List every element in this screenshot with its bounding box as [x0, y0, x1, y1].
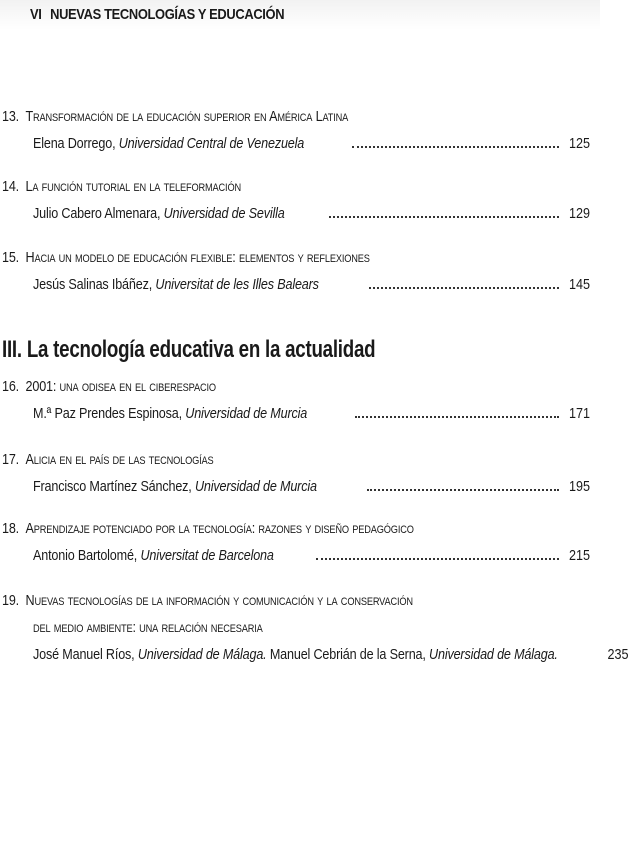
header-title-line: [30, 6, 284, 23]
toc-entry-author: Elena Dorrego,: [33, 135, 119, 152]
toc-entry-author-line: [33, 405, 590, 422]
toc-entry-author: Antonio Bartolomé,: [33, 547, 141, 564]
toc-entry-page: 235: [607, 646, 628, 663]
toc-entry-title-continuation: del medio ambiente: una relación necesaria: [33, 619, 263, 636]
toc-entry-page: 195: [568, 478, 590, 495]
leader-dots: [369, 286, 559, 289]
toc-entry-author: Francisco Martínez Sánchez,: [33, 478, 195, 495]
toc-entry-affiliation: Universidad de Murcia: [194, 478, 317, 495]
toc-entry-author-line: [33, 646, 628, 663]
section-heading: III. La tecnología educativa en la actualidad: [2, 336, 376, 363]
toc-entry-title: 14. La función tutorial en la teleformación: [2, 178, 241, 195]
toc-entry-page: 125: [568, 135, 590, 152]
toc-entry-title: 17. Alicia en el país de las tecnologías: [2, 451, 214, 468]
toc-entry-page: 129: [568, 205, 590, 222]
toc-entry-title: 19. Nuevas tecnologías de la información y comunicación y la conservación: [2, 592, 413, 609]
toc-entry-affiliation: Universidad de Sevilla: [163, 205, 285, 222]
toc-entry-author-line: [33, 205, 590, 222]
running-header: [0, 0, 600, 30]
toc-entry-title: 18. Aprendizaje potenciado por la tecnología: razones y diseño pedagógico: [2, 520, 414, 537]
toc-entry-page: 171: [568, 405, 590, 422]
leader-dots: [367, 488, 559, 491]
toc-entry-affiliation: Universitat de Barcelona: [140, 547, 274, 564]
toc-entry-author-line: [33, 135, 590, 152]
leader-dots: [352, 145, 559, 148]
toc-entry-title: 15. Hacia un modelo de educación flexible: elementos y reflexiones: [2, 249, 370, 266]
leader-dots: [316, 557, 559, 560]
toc-entry-author-2: Manuel Cebrián de la Serna,: [266, 646, 430, 663]
header-book-title: NUEVAS TECNOLOGÍAS Y EDUCACIÓN: [50, 6, 285, 23]
toc-entry-author-line: [33, 547, 590, 564]
leader-dots: [329, 215, 559, 218]
header-page-number: VI: [30, 6, 42, 23]
toc-entry-author-line: [33, 276, 590, 293]
toc-entry-affiliation: Universidad Central de Venezuela: [118, 135, 305, 152]
toc-entry-author: José Manuel Ríos,: [33, 646, 138, 663]
toc-entry-title: 16. 2001: una odisea en el ciberespacio: [2, 378, 216, 395]
leader-dots: [355, 415, 559, 418]
toc-entry-affiliation-2: Universidad de Málaga.: [429, 646, 558, 663]
toc-entry-affiliation: Universidad de Murcia: [185, 405, 308, 422]
toc-entry-author: Julio Cabero Almenara,: [33, 205, 164, 222]
toc-entry-affiliation: Universidad de Málaga.: [137, 646, 267, 663]
toc-entry-author: Jesús Salinas Ibáñez,: [33, 276, 156, 293]
toc-entry-author: M.ª Paz Prendes Espinosa,: [33, 405, 186, 422]
toc-entry-title: 13. Transformación de la educación superior en América Latina: [2, 108, 349, 125]
toc-entry-page: 215: [568, 547, 590, 564]
toc-entry-page: 145: [568, 276, 590, 293]
toc-entry-affiliation: Universitat de les Illes Balears: [155, 276, 319, 293]
toc-entry-author-line: [33, 478, 590, 495]
